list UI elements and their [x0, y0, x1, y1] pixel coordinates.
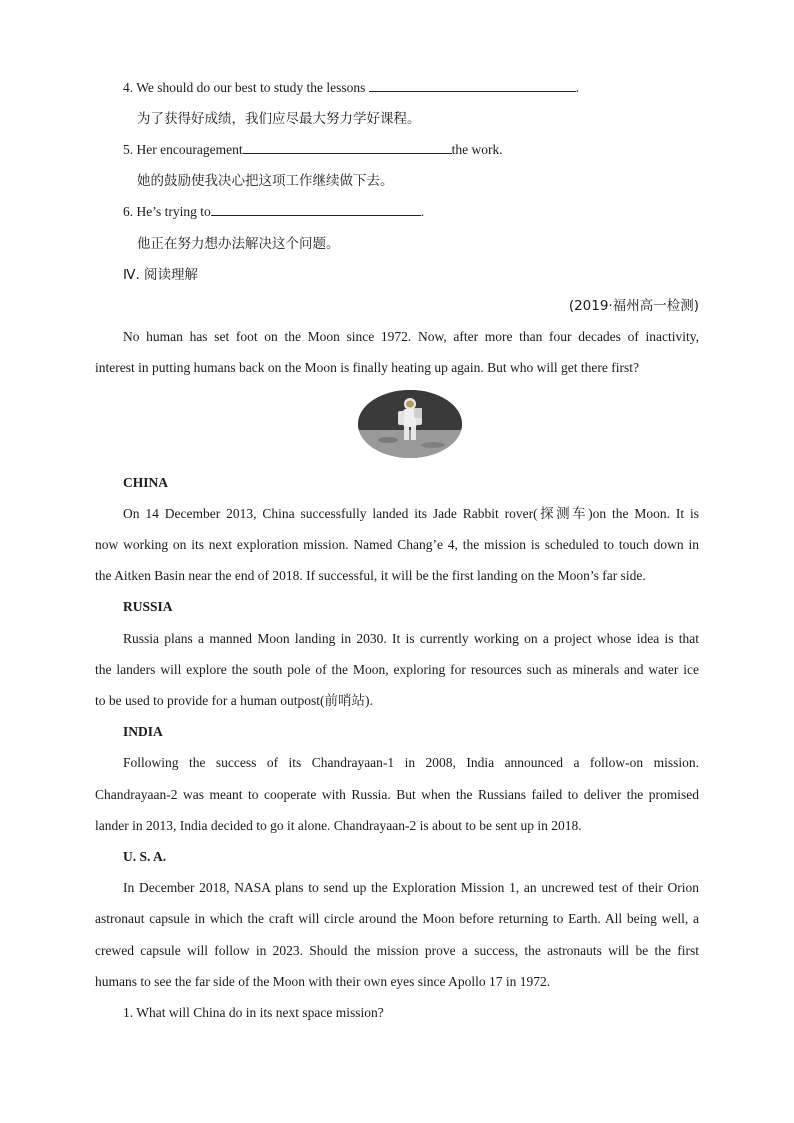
source-citation: (2019·福州高一检测)	[568, 298, 699, 314]
question-1: 1. What will China do in its next space mission?	[123, 1005, 384, 1020]
exercise-5-blank[interactable]	[243, 141, 452, 154]
russia-line-1: Russia plans a manned Moon landing in 2030. It is currently working on a project whose idea is that	[123, 631, 699, 646]
usa-line-3: crewed capsule will follow in 2023. Should the mission prove a success, the astronauts will be the first	[95, 943, 699, 958]
russia-line-3: to be used to provide for a human outpost(前哨站).	[95, 693, 373, 708]
heading-russia: RUSSIA	[123, 599, 173, 614]
intro-line-2: interest in putting humans back on the Moon is finally heating up again. But who will get there first?	[95, 360, 640, 375]
exercise-4-blank[interactable]	[369, 79, 576, 92]
india-line-2: Chandrayaan-2 was meant to cooperate with Russia. But when the Russians failed to deliver the promised	[95, 787, 699, 802]
china-line-3: the Aitken Basin near the end of 2018. If successful, it will be the first landing on the Moon’s far side.	[95, 568, 646, 583]
exercise-5-suffix: the work.	[451, 142, 503, 157]
exercise-4	[123, 79, 579, 97]
exercise-4-suffix: .	[575, 80, 580, 95]
exercise-6	[123, 203, 424, 221]
exercise-5-prefix: 5. Her encouragement	[123, 142, 243, 157]
exercise-4-translation: 为了获得好成绩，我们应尽最大努力学好课程。	[137, 111, 421, 127]
usa-line-1: In December 2018, NASA plans to send up the Exploration Mission 1, an uncrewed test of their Orion	[123, 880, 699, 895]
heading-india: INDIA	[123, 724, 163, 739]
china-line-2: now working on its next exploration mission. Named Chang’e 4, the mission is scheduled to touch down in	[95, 537, 699, 552]
section-title: Ⅳ. 阅读理解	[123, 267, 199, 283]
exercise-6-prefix: 6. He’s trying to	[123, 204, 211, 219]
russia-line-2: the landers will explore the south pole of the Moon, exploring for resources such as minerals and water ice	[95, 662, 699, 677]
exercise-6-blank[interactable]	[211, 203, 421, 216]
exercise-5	[123, 141, 503, 159]
usa-line-2: astronaut capsule in which the craft will circle around the Moon before returning to Earth. All being well, a	[95, 911, 699, 926]
astronaut-photo-icon	[358, 390, 462, 458]
china-line-1: On 14 December 2013, China successfully landed its Jade Rabbit rover(探测车)on the Moon. It is	[123, 506, 699, 521]
exercise-6-translation: 他正在努力想办法解决这个问题。	[137, 236, 340, 252]
heading-usa: U. S. A.	[123, 849, 167, 864]
exercise-5-translation: 她的鼓励使我决心把这项工作继续做下去。	[137, 173, 394, 189]
exercise-6-suffix: .	[420, 204, 425, 219]
usa-line-4: humans to see the far side of the Moon with their own eyes since Apollo 17 in 1972.	[95, 974, 551, 989]
india-line-3: lander in 2013, India decided to go it alone. Chandrayaan-2 is about to be sent up in 2018.	[95, 818, 582, 833]
astronaut-on-moon-photo	[358, 390, 462, 458]
india-line-1: Following the success of its Chandrayaan-1 in 2008, India announced a follow-on mission.	[123, 755, 699, 770]
heading-china: CHINA	[123, 475, 169, 490]
exercise-4-prefix: 4. We should do our best to study the lessons	[123, 80, 366, 95]
intro-line-1: No human has set foot on the Moon since 1972. Now, after more than four decades of inactivity,	[123, 329, 699, 344]
